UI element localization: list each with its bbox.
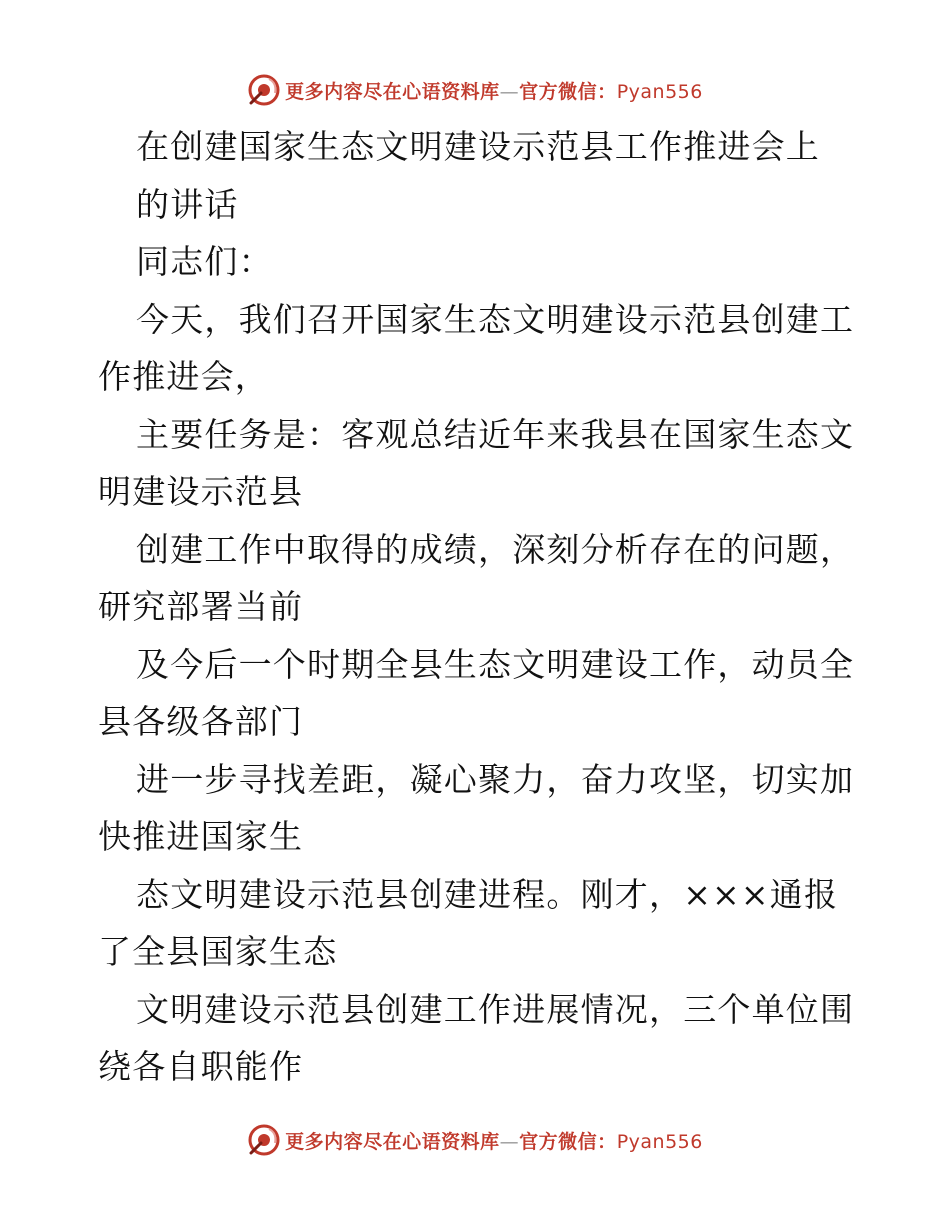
banner-separator: — xyxy=(499,1130,520,1153)
banner-text xyxy=(285,77,703,104)
brand-logo-icon xyxy=(247,73,281,107)
document-text-line: 态文明建设示范县创建进程。刚才，×××通报 xyxy=(136,874,839,914)
document-text-line: 文明建设示范县创建工作进展情况，三个单位围 xyxy=(136,989,855,1029)
document-text-line: 快推进国家生 xyxy=(98,817,304,856)
document-text-line: 了全县国家生态 xyxy=(98,932,338,971)
brand-logo-icon xyxy=(247,1123,281,1157)
document-text-line: 的讲话 xyxy=(136,184,239,224)
banner-site-text: 更多内容尽在心语资料库 xyxy=(285,1130,500,1153)
document-text-line: 创建工作中取得的成绩，深刻分析存在的问题， xyxy=(136,529,855,569)
document-text-line: 绕各自职能作 xyxy=(98,1047,304,1086)
banner-site-text: 更多内容尽在心语资料库 xyxy=(285,80,500,103)
document-text-line: 同志们： xyxy=(136,242,273,281)
footer-watermark-banner xyxy=(0,1120,950,1160)
header-watermark-banner xyxy=(0,70,950,110)
document-text-line: 主要任务是：客观总结近年来我县在国家生态文 xyxy=(136,414,855,454)
document-text-line: 明建设示范县 xyxy=(98,472,304,511)
banner-text xyxy=(285,1127,703,1154)
document-text-line: 今天，我们召开国家生态文明建设示范县创建工 xyxy=(136,299,855,339)
document-text-line: 进一步寻找差距，凝心聚力，奋力攻坚，切实加 xyxy=(136,759,855,799)
banner-wechat-label: 官方微信： xyxy=(519,80,617,103)
document-body xyxy=(98,118,868,1096)
banner-wechat-id: Pyan556 xyxy=(616,80,703,103)
banner-wechat-label: 官方微信： xyxy=(519,1130,617,1153)
document-text-line: 作推进会， xyxy=(98,357,269,396)
banner-wechat-id: Pyan556 xyxy=(616,1130,703,1153)
document-title-line: 在创建国家生态文明建设示范县工作推进会上 xyxy=(136,127,820,166)
document-text-line: 及今后一个时期全县生态文明建设工作，动员全 xyxy=(136,644,855,684)
document-text-line: 县各级各部门 xyxy=(98,702,304,741)
banner-separator: — xyxy=(499,80,520,103)
document-text-line: 研究部署当前 xyxy=(98,587,304,626)
